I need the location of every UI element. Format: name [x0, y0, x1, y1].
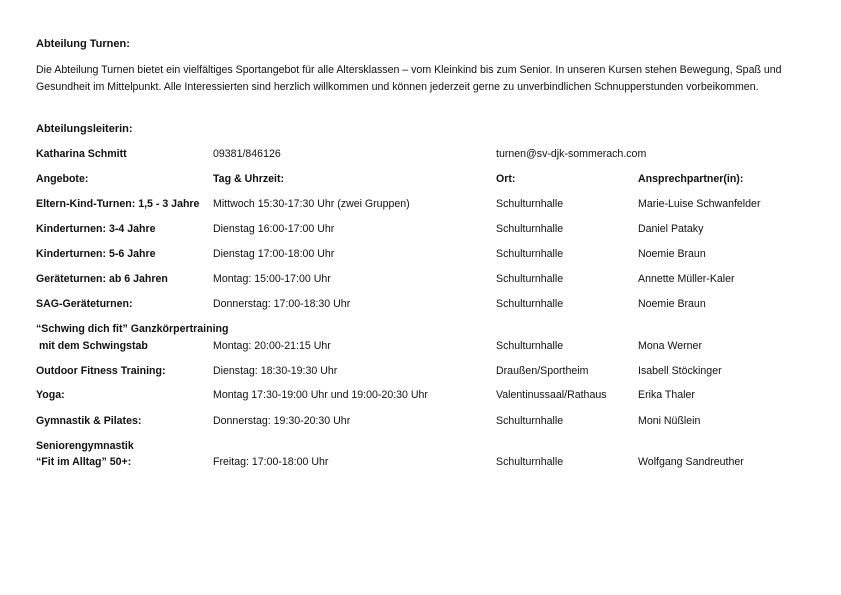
row-contact: Noemie Braun: [638, 248, 706, 260]
header-contact: Ansprechpartner(in):: [638, 173, 744, 185]
row-place: Schulturnhalle: [496, 340, 564, 352]
row-time: Montag 17:30-19:00 Uhr und 19:00-20:30 Uhr: [213, 389, 428, 401]
row-place: Schulturnhalle: [496, 223, 564, 235]
row-contact: Annette Müller-Kaler: [638, 273, 735, 285]
row-contact: Marie-Luise Schwanfelder: [638, 198, 761, 210]
header-time: Tag & Uhrzeit:: [213, 173, 285, 185]
header-offer: Angebote:: [36, 173, 89, 185]
leader-name: Katharina Schmitt: [36, 148, 127, 160]
intro-paragraph: Die Abteilung Turnen bietet ein vielfältiges Sportangebot für alle Altersklassen – vom Kleinkind bis zum Senior. In unseren Kursen stehen Bewegung, Spaß und Gesundheit im Mittelpunkt. Alle Interessierten sind herzlich willkommen und können jederzeit gerne zu unverbindlichen Schnupperstunden vorbeikommen.: [36, 64, 782, 93]
row-time: Montag: 15:00-17:00 Uhr: [213, 273, 331, 285]
row-offer: Kinderturnen: 3-4 Jahre: [36, 223, 156, 235]
row-place: Schulturnhalle: [496, 415, 564, 427]
leader-label: Abteilungsleiterin:: [36, 123, 133, 135]
row-offer: “Fit im Alltag” 50+:: [36, 456, 132, 468]
row-place: Schulturnhalle: [496, 248, 564, 260]
row-offer: mit dem Schwingstab: [36, 340, 148, 352]
row-contact: Noemie Braun: [638, 298, 706, 310]
row-place: Valentinussaal/Rathaus: [496, 389, 607, 401]
row-offer: Kinderturnen: 5-6 Jahre: [36, 248, 156, 260]
row-time: Montag: 20:00-21:15 Uhr: [213, 340, 331, 352]
row-time: Donnerstag: 17:00-18:30 Uhr: [213, 298, 351, 310]
row-contact: Moni Nüßlein: [638, 415, 701, 427]
row-time: Dienstag 16:00-17:00 Uhr: [213, 223, 335, 235]
leader-email: turnen@sv-djk-sommerach.com: [496, 148, 647, 160]
row-place: Draußen/Sportheim: [496, 365, 589, 377]
row-offer: Outdoor Fitness Training:: [36, 365, 166, 377]
row-contact: Isabell Stöckinger: [638, 365, 722, 377]
row-offer-line1: “Schwing dich fit” Ganzkörpertraining: [36, 323, 229, 335]
leader-phone: 09381/846126: [213, 148, 281, 160]
row-time: Mittwoch 15:30-17:30 Uhr (zwei Gruppen): [213, 198, 410, 210]
row-place: Schulturnhalle: [496, 273, 564, 285]
row-time: Dienstag 17:00-18:00 Uhr: [213, 248, 335, 260]
row-offer: SAG-Geräteturnen:: [36, 298, 133, 310]
row-offer: Eltern-Kind-Turnen: 1,5 - 3 Jahre: [36, 198, 200, 210]
section-heading: Abteilung Turnen:: [36, 38, 130, 50]
row-offer: Yoga:: [36, 389, 65, 401]
row-time: Donnerstag: 19:30-20:30 Uhr: [213, 415, 351, 427]
row-place: Schulturnhalle: [496, 198, 564, 210]
row-contact: Erika Thaler: [638, 389, 695, 401]
row-place: Schulturnhalle: [496, 298, 564, 310]
row-offer-line1: Seniorengymnastik: [36, 440, 134, 452]
row-contact: Daniel Pataky: [638, 223, 704, 235]
row-offer: Gymnastik & Pilates:: [36, 415, 142, 427]
row-time: Freitag: 17:00-18:00 Uhr: [213, 456, 329, 468]
row-contact: Mona Werner: [638, 340, 702, 352]
row-time: Dienstag: 18:30-19:30 Uhr: [213, 365, 338, 377]
row-contact: Wolfgang Sandreuther: [638, 456, 744, 468]
row-place: Schulturnhalle: [496, 456, 564, 468]
header-place: Ort:: [496, 173, 516, 185]
row-offer: Geräteturnen: ab 6 Jahren: [36, 273, 168, 285]
